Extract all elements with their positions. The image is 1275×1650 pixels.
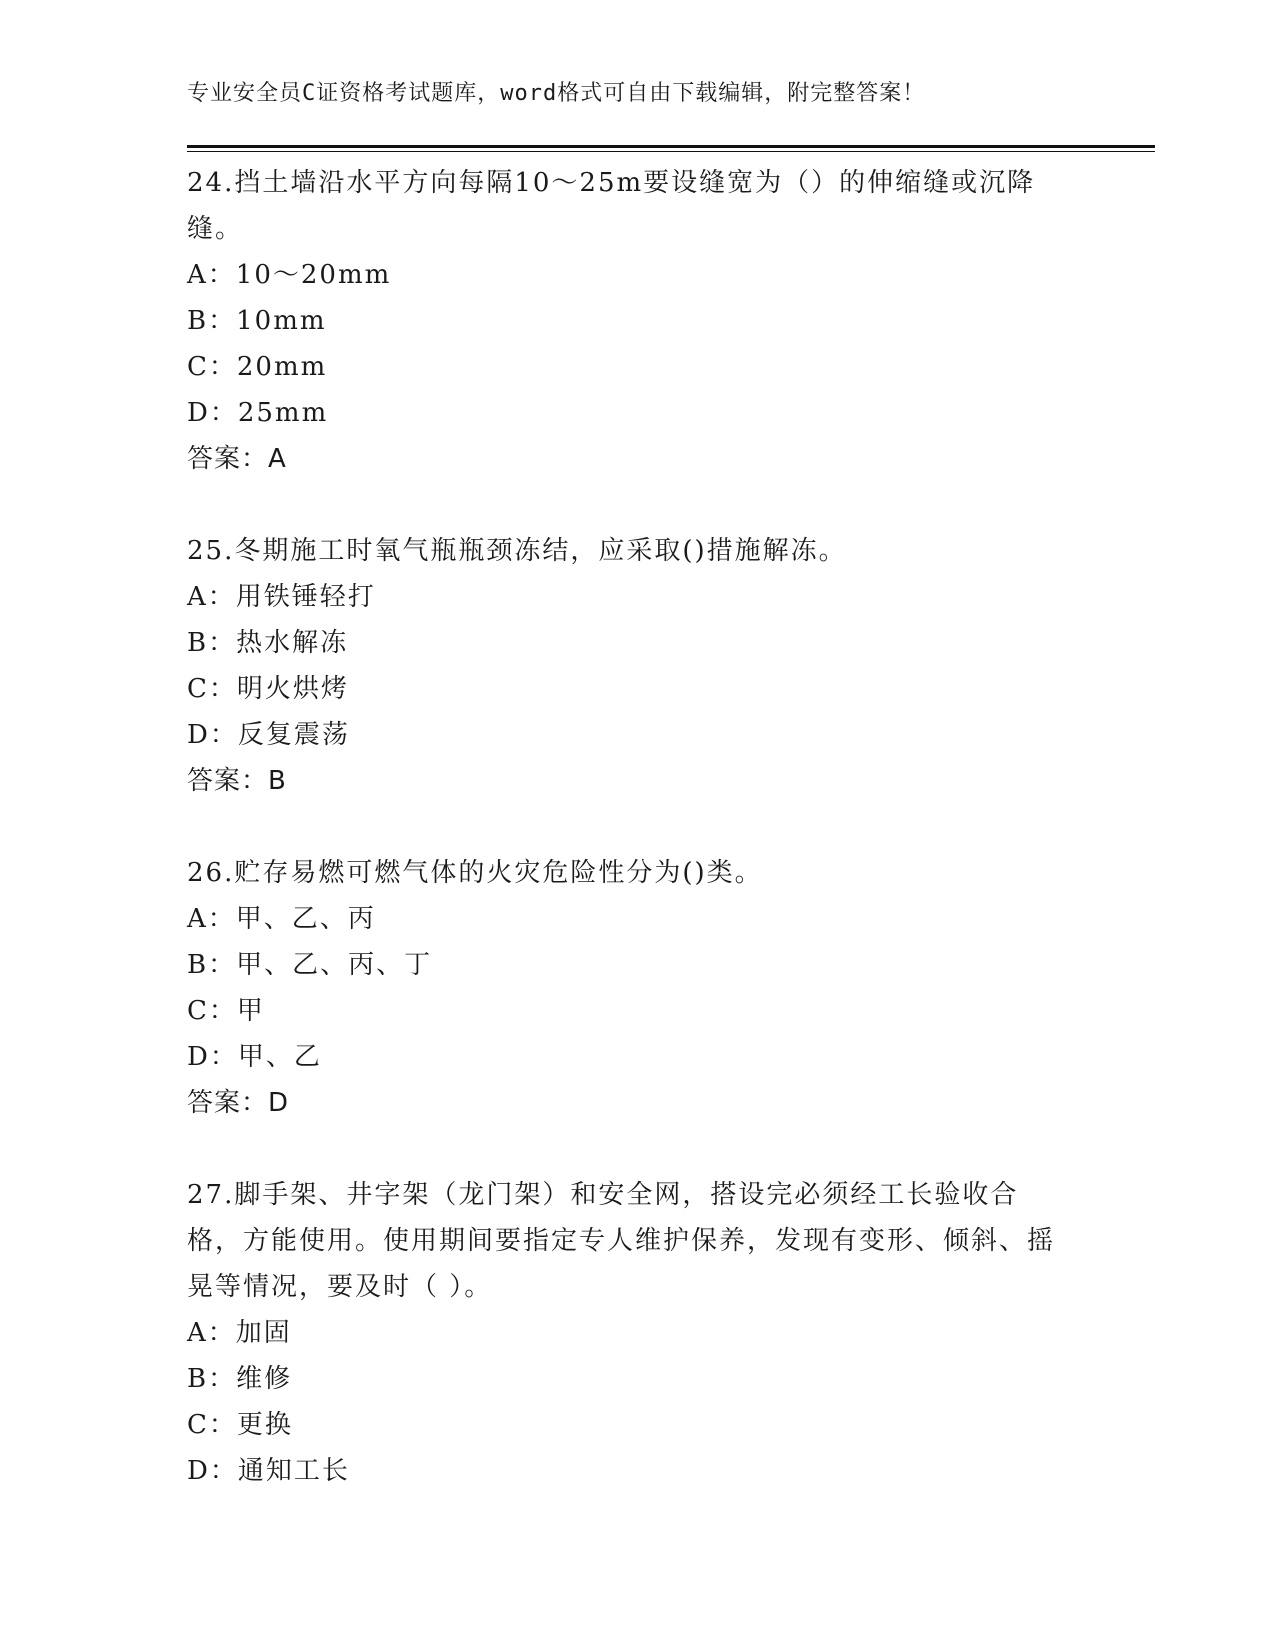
page-header: 专业安全员C证资格考试题库，word格式可自由下载编辑，附完整答案！: [187, 81, 926, 106]
header-rule-thin: [187, 151, 1155, 152]
spacer: [187, 482, 1087, 528]
option-d: D：甲、乙: [187, 1042, 322, 1072]
spacer: [187, 1126, 1087, 1172]
option-d: D：25mm: [187, 398, 329, 428]
question-text: 24.挡土墙沿水平方向每隔10～25m要设缝宽为（）的伸缩缝或沉降缝。: [187, 168, 1036, 244]
option-b: B：维修: [187, 1364, 293, 1394]
option-b: B：10mm: [187, 306, 327, 336]
option-a: A：用铁锤轻打: [187, 582, 376, 612]
question-text: 25.冬期施工时氧气瓶瓶颈冻结，应采取()措施解冻。: [187, 536, 847, 566]
header-rule-thick: [187, 145, 1155, 148]
option-c: C：更换: [187, 1410, 293, 1440]
question-27: [187, 1172, 1087, 1494]
question-text: 26.贮存易燃可燃气体的火灾危险性分为()类。: [187, 858, 763, 888]
option-a: A：10～20mm: [187, 260, 392, 290]
question-text: 27.脚手架、井字架（龙门架）和安全网，搭设完必须经工长验收合格，方能使用。使用期间要指定专人维护保养，发现有变形、倾斜、摇晃等情况，要及时（ ）。: [187, 1180, 1056, 1302]
question-26: [187, 850, 1087, 1126]
option-b: B：甲、乙、丙、丁: [187, 950, 433, 980]
option-d: D：反复震荡: [187, 720, 350, 750]
option-c: C：甲: [187, 996, 265, 1026]
answer: 答案：B: [187, 766, 287, 796]
option-a: A：甲、乙、丙: [187, 904, 376, 934]
option-b: B：热水解冻: [187, 628, 349, 658]
answer: 答案：A: [187, 444, 287, 474]
spacer: [187, 804, 1087, 850]
question-25: [187, 528, 1087, 804]
question-24: [187, 160, 1087, 482]
option-c: C：20mm: [187, 352, 328, 382]
question-list: [187, 160, 1087, 1494]
option-a: A：加固: [187, 1318, 292, 1348]
option-c: C：明火烘烤: [187, 674, 349, 704]
answer: 答案：D: [187, 1088, 290, 1118]
option-d: D：通知工长: [187, 1456, 350, 1486]
